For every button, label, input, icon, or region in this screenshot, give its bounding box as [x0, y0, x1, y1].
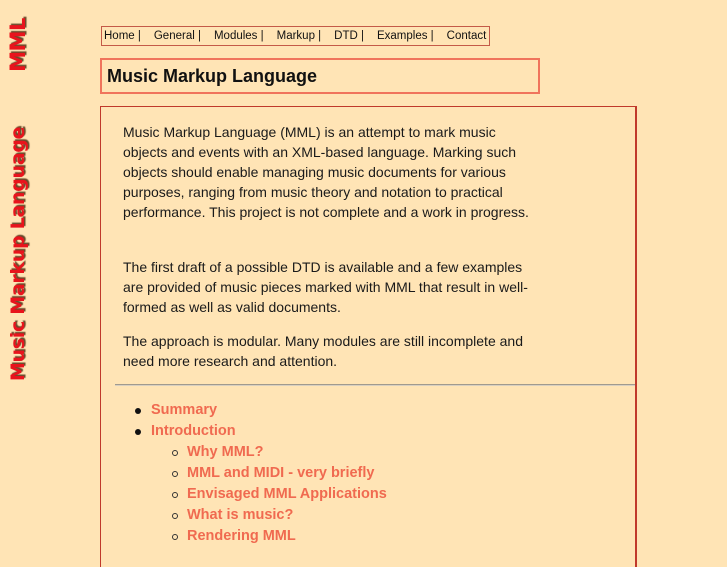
nav-markup[interactable]: Markup |: [276, 30, 322, 42]
logo-full-text: Music Markup Language: [7, 126, 29, 382]
toc-item-applications: [101, 484, 387, 505]
disc-bullet-icon: [135, 429, 141, 435]
nav-contact[interactable]: Contact: [446, 30, 487, 42]
toc-link-what-is-music[interactable]: What is music?: [187, 507, 294, 523]
toc-link-summary[interactable]: Summary: [151, 402, 218, 418]
approach-paragraph: The approach is modular. Many modules are still incomplete and need more research and attention.: [123, 333, 523, 369]
circle-bullet-icon: [172, 471, 178, 477]
intro-paragraph: Music Markup Language (MML) is an attempt to mark music objects and events with an XML-based language. Marking such objects should enable managing music documents for various purposes, ranging from music theory and notation to practical performance. This project is not complete and a work in progress.: [123, 124, 529, 220]
content-panel: [100, 106, 637, 567]
toc-link-introduction[interactable]: Introduction: [151, 423, 236, 439]
nav-modules[interactable]: Modules |: [213, 30, 264, 42]
toc-link-why-mml[interactable]: Why MML?: [187, 444, 264, 460]
circle-bullet-icon: [172, 492, 178, 498]
logo-short-text: MML: [6, 18, 30, 72]
toc-item-summary: [101, 400, 387, 421]
circle-bullet-icon: [172, 534, 178, 540]
nav-general[interactable]: General |: [153, 30, 201, 42]
horizontal-rule: [115, 384, 635, 386]
toc-item-introduction: [101, 421, 387, 442]
circle-bullet-icon: [172, 450, 178, 456]
nav-home[interactable]: Home |: [104, 30, 141, 42]
toc-link-mml-midi[interactable]: MML and MIDI - very briefly: [187, 465, 375, 481]
nav-dtd[interactable]: DTD |: [334, 30, 364, 42]
toc-item-mml-midi: [101, 463, 387, 484]
toc-item-why-mml: [101, 442, 387, 463]
circle-bullet-icon: [172, 513, 178, 519]
logo-short: [4, 18, 32, 72]
disc-bullet-icon: [135, 408, 141, 414]
logo-full: [4, 126, 32, 382]
page-title: Music Markup Language: [107, 66, 318, 86]
toc-link-applications[interactable]: Envisaged MML Applications: [187, 486, 387, 502]
table-of-contents: [101, 400, 387, 547]
title-box: [100, 58, 540, 94]
toc-item-what-is-music: [101, 505, 387, 526]
dtd-paragraph: The first draft of a possible DTD is available and a few examples are provided of music pieces marked with MML that result in well-formed as well as valid documents.: [123, 259, 528, 315]
top-nav: [101, 26, 490, 46]
nav-examples[interactable]: Examples |: [376, 30, 434, 42]
toc-link-rendering[interactable]: Rendering MML: [187, 528, 296, 544]
toc-item-rendering: [101, 526, 387, 547]
